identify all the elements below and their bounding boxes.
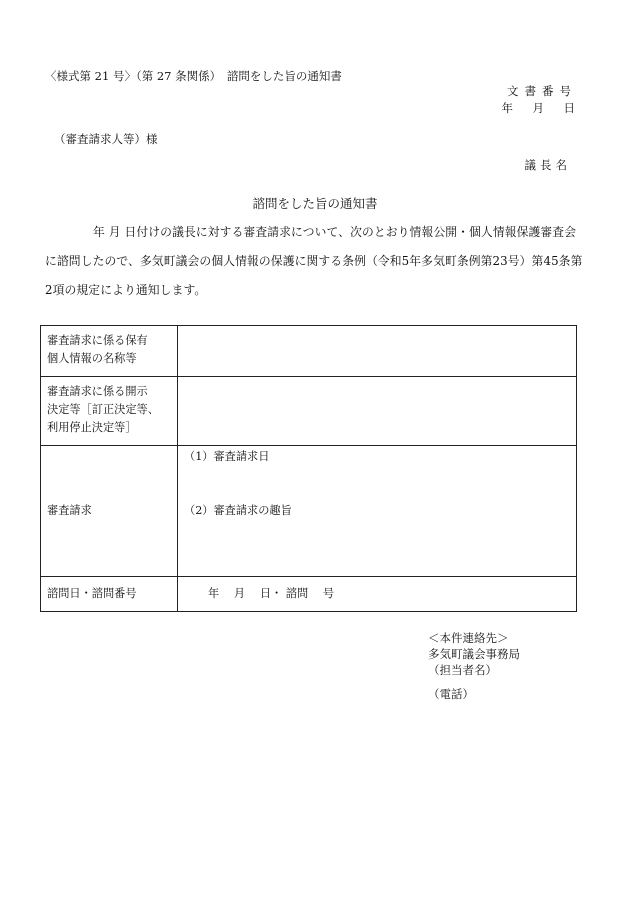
personal-info-name-label: 審査請求に係る保有 個人情報の名称等 xyxy=(41,326,178,377)
sender-name: 議長名 xyxy=(524,158,571,172)
table-row xyxy=(41,377,577,446)
review-request-date-item: （1）審査請求日 xyxy=(184,450,270,463)
review-request-label: 審査請求 xyxy=(41,446,178,577)
request-info-table xyxy=(40,325,577,612)
form-number: 〈様式第 21 号〉（第 27 条関係） 諮問をした旨の通知書 xyxy=(45,69,342,83)
table-row xyxy=(41,577,577,612)
contact-person: （担当者名） xyxy=(428,663,497,677)
disclosure-decision-label: 審査請求に係る開示 決定等［訂正決定等、 利用停止決定等］ xyxy=(41,377,178,446)
disclosure-decision-value xyxy=(178,377,577,446)
review-request-details xyxy=(178,446,577,577)
notice-body: 年 月 日付けの議長に対する審査請求について、次のとおり情報公開・個人情報保護審査会に諮問したので、多気町議会の個人情報の保護に関する条例（令和5年多気町条例第23号）第45条第2項の規定により通知します。 xyxy=(45,225,583,297)
inquiry-date-number-value xyxy=(178,577,577,612)
contact-block xyxy=(428,630,520,702)
contact-heading: ＜本件連絡先＞ xyxy=(428,631,509,645)
document-date-label: 年 月 日 xyxy=(501,101,579,115)
inquiry-date-number-text: 年 月 日・ 諮問 号 xyxy=(208,587,335,600)
document-title: 諮問をした旨の通知書 xyxy=(252,196,378,211)
inquiry-date-number-label: 諮問日・諮問番号 xyxy=(41,577,178,612)
personal-info-name-value xyxy=(178,326,577,377)
table-row xyxy=(41,326,577,377)
review-request-purpose-item: （2）審査請求の趣旨 xyxy=(184,504,292,517)
contact-office: 多気町議会事務局 xyxy=(428,647,520,661)
document-number-label: 文書番号 xyxy=(507,84,577,98)
recipient-name: （審査請求人等）様 xyxy=(54,132,158,146)
contact-phone: （電話） xyxy=(428,687,474,701)
table-row xyxy=(41,446,577,577)
